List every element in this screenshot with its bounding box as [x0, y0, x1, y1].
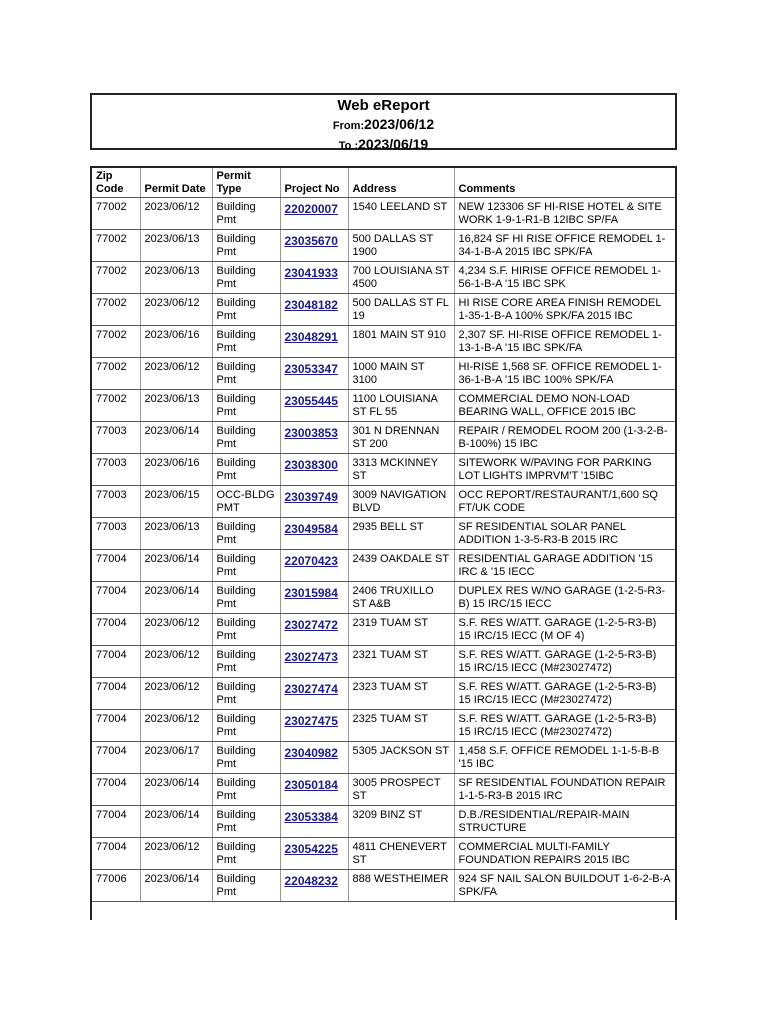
project-link[interactable]: 23049584 [284, 522, 338, 536]
table-row [92, 294, 675, 326]
col-header-address: Address [348, 168, 454, 198]
project-no-cell [280, 710, 348, 742]
permit-date-cell: 2023/06/16 [140, 454, 212, 486]
table-row [92, 710, 675, 742]
permit-type-cell: Building Pmt [212, 358, 280, 390]
permit-type-cell: Building Pmt [212, 518, 280, 550]
comments-cell: OCC REPORT/RESTAURANT/1,600 SQ FT/UK CODE [454, 486, 675, 518]
project-link[interactable]: 23054225 [284, 842, 338, 856]
zip-code-cell: 77003 [92, 454, 140, 486]
zip-code-cell: 77004 [92, 742, 140, 774]
comments-cell: S.F. RES W/ATT. GARAGE (1-2-5-R3-B) 15 IRC/15 IECC (M#23027472) [454, 646, 675, 678]
project-link[interactable]: 23053347 [284, 362, 338, 376]
from-line [92, 115, 675, 135]
project-no-cell [280, 518, 348, 550]
permit-table [92, 168, 675, 902]
report-header [90, 93, 677, 150]
comments-cell: SF RESIDENTIAL SOLAR PANEL ADDITION 1-3-5-R3-B 2015 IRC [454, 518, 675, 550]
permit-type-cell: Building Pmt [212, 838, 280, 870]
comments-cell: HI RISE CORE AREA FINISH REMODEL 1-35-1-B-A 100% SPK/FA 2015 IBC [454, 294, 675, 326]
table-row [92, 582, 675, 614]
zip-code-cell: 77006 [92, 870, 140, 902]
address-cell: 3009 NAVIGATION BLVD [348, 486, 454, 518]
zip-code-cell: 77004 [92, 582, 140, 614]
permit-date-cell: 2023/06/14 [140, 870, 212, 902]
address-cell: 1100 LOUISIANA ST FL 55 [348, 390, 454, 422]
zip-code-cell: 77002 [92, 294, 140, 326]
to-label: To : [338, 140, 359, 152]
permit-date-cell: 2023/06/14 [140, 806, 212, 838]
address-cell: 3209 BINZ ST [348, 806, 454, 838]
permit-type-cell: Building Pmt [212, 454, 280, 486]
permit-type-cell: Building Pmt [212, 806, 280, 838]
project-no-cell [280, 742, 348, 774]
project-link[interactable]: 23038300 [284, 458, 338, 472]
zip-code-cell: 77002 [92, 358, 140, 390]
table-row [92, 550, 675, 582]
address-cell: 2319 TUAM ST [348, 614, 454, 646]
permit-date-cell: 2023/06/12 [140, 198, 212, 230]
comments-cell: S.F. RES W/ATT. GARAGE (1-2-5-R3-B) 15 IRC/15 IECC (M#23027472) [454, 710, 675, 742]
zip-code-cell: 77004 [92, 678, 140, 710]
permit-date-cell: 2023/06/13 [140, 390, 212, 422]
table-header-row [92, 168, 675, 198]
permit-type-cell: OCC-BLDG PMT [212, 486, 280, 518]
table-row [92, 870, 675, 902]
permit-date-cell: 2023/06/16 [140, 326, 212, 358]
permit-type-cell: Building Pmt [212, 646, 280, 678]
permit-type-cell: Building Pmt [212, 326, 280, 358]
comments-cell: 4,234 S.F. HIRISE OFFICE REMODEL 1-56-1-B-A '15 IBC SPK [454, 262, 675, 294]
to-date: 2023/06/19 [358, 136, 429, 152]
permit-date-cell: 2023/06/12 [140, 614, 212, 646]
address-cell: 301 N DRENNAN ST 200 [348, 422, 454, 454]
comments-cell: RESIDENTIAL GARAGE ADDITION '15 IRC & '15 IECC [454, 550, 675, 582]
address-cell: 5305 JACKSON ST [348, 742, 454, 774]
zip-code-cell: 77002 [92, 198, 140, 230]
permit-type-cell: Building Pmt [212, 774, 280, 806]
permit-type-cell: Building Pmt [212, 262, 280, 294]
project-no-cell [280, 486, 348, 518]
permit-date-cell: 2023/06/13 [140, 230, 212, 262]
comments-cell: COMMERCIAL MULTI-FAMILY FOUNDATION REPAIRS 2015 IBC [454, 838, 675, 870]
table-body [92, 198, 675, 902]
project-no-cell [280, 614, 348, 646]
comments-cell: 2,307 SF. HI-RISE OFFICE REMODEL 1-13-1-B-A '15 IBC SPK/FA [454, 326, 675, 358]
comments-cell: SF RESIDENTIAL FOUNDATION REPAIR 1-1-5-R3-B 2015 IRC [454, 774, 675, 806]
table-row [92, 390, 675, 422]
comments-cell: REPAIR / REMODEL ROOM 200 (1-3-2-B-B-100%) 15 IBC [454, 422, 675, 454]
col-header-zip: Zip Code [92, 168, 140, 198]
permit-date-cell: 2023/06/12 [140, 838, 212, 870]
project-link[interactable]: 22070423 [284, 554, 338, 568]
permit-type-cell: Building Pmt [212, 294, 280, 326]
comments-cell: S.F. RES W/ATT. GARAGE (1-2-5-R3-B) 15 IRC/15 IECC (M#23027472) [454, 678, 675, 710]
col-header-comments: Comments [454, 168, 675, 198]
col-header-date: Permit Date [140, 168, 212, 198]
project-link[interactable]: 23040982 [284, 746, 338, 760]
zip-code-cell: 77004 [92, 774, 140, 806]
project-no-cell [280, 454, 348, 486]
project-no-cell [280, 422, 348, 454]
permit-date-cell: 2023/06/12 [140, 646, 212, 678]
zip-code-cell: 77004 [92, 646, 140, 678]
permit-date-cell: 2023/06/12 [140, 710, 212, 742]
zip-code-cell: 77002 [92, 230, 140, 262]
permit-type-cell: Building Pmt [212, 422, 280, 454]
permit-type-cell: Building Pmt [212, 614, 280, 646]
project-no-cell [280, 294, 348, 326]
address-cell: 888 WESTHEIMER [348, 870, 454, 902]
table-row [92, 262, 675, 294]
permit-table-wrap [90, 166, 677, 920]
project-no-cell [280, 582, 348, 614]
address-cell: 500 DALLAS ST FL 19 [348, 294, 454, 326]
table-row [92, 678, 675, 710]
address-cell: 4811 CHENEVERT ST [348, 838, 454, 870]
project-no-cell [280, 870, 348, 902]
comments-cell: S.F. RES W/ATT. GARAGE (1-2-5-R3-B) 15 IRC/15 IECC (M OF 4) [454, 614, 675, 646]
from-label: From: [332, 120, 365, 132]
permit-type-cell: Building Pmt [212, 550, 280, 582]
table-row [92, 454, 675, 486]
permit-date-cell: 2023/06/14 [140, 550, 212, 582]
permit-type-cell: Building Pmt [212, 678, 280, 710]
permit-type-cell: Building Pmt [212, 198, 280, 230]
permit-type-cell: Building Pmt [212, 230, 280, 262]
zip-code-cell: 77002 [92, 390, 140, 422]
table-row [92, 806, 675, 838]
project-no-cell [280, 838, 348, 870]
zip-code-cell: 77004 [92, 710, 140, 742]
comments-cell: D.B./RESIDENTIAL/REPAIR-MAIN STRUCTURE [454, 806, 675, 838]
permit-type-cell: Building Pmt [212, 390, 280, 422]
table-row [92, 486, 675, 518]
project-no-cell [280, 678, 348, 710]
project-link[interactable]: 22048232 [284, 874, 338, 888]
zip-code-cell: 77003 [92, 486, 140, 518]
col-header-project: Project No [280, 168, 348, 198]
permit-date-cell: 2023/06/13 [140, 518, 212, 550]
report-title: Web eReport [337, 97, 430, 114]
project-link[interactable]: 23035670 [284, 234, 338, 248]
project-link[interactable]: 23039749 [284, 490, 338, 504]
project-link[interactable]: 23003853 [284, 426, 338, 440]
permit-date-cell: 2023/06/15 [140, 486, 212, 518]
permit-date-cell: 2023/06/14 [140, 774, 212, 806]
permit-date-cell: 2023/06/12 [140, 294, 212, 326]
project-no-cell [280, 646, 348, 678]
project-link[interactable]: 22020007 [284, 202, 338, 216]
project-link[interactable]: 23027473 [284, 650, 338, 664]
col-header-type: Permit Type [212, 168, 280, 198]
table-row [92, 614, 675, 646]
project-link[interactable]: 23027472 [284, 618, 338, 632]
project-no-cell [280, 550, 348, 582]
permit-type-cell: Building Pmt [212, 742, 280, 774]
comments-cell: 1,458 S.F. OFFICE REMODEL 1-1-5-B-B '15 IBC [454, 742, 675, 774]
to-line [92, 135, 675, 155]
zip-code-cell: 77004 [92, 550, 140, 582]
permit-type-cell: Building Pmt [212, 710, 280, 742]
address-cell: 700 LOUISIANA ST 4500 [348, 262, 454, 294]
zip-code-cell: 77004 [92, 838, 140, 870]
zip-code-cell: 77003 [92, 518, 140, 550]
comments-cell: DUPLEX RES W/NO GARAGE (1-2-5-R3-B) 15 IRC/15 IECC [454, 582, 675, 614]
address-cell: 3313 MCKINNEY ST [348, 454, 454, 486]
project-no-cell [280, 390, 348, 422]
zip-code-cell: 77004 [92, 614, 140, 646]
table-row [92, 230, 675, 262]
comments-cell: SITEWORK W/PAVING FOR PARKING LOT LIGHTS IMPRVM'T '15IBC [454, 454, 675, 486]
address-cell: 500 DALLAS ST 1900 [348, 230, 454, 262]
table-row [92, 358, 675, 390]
comments-cell: 924 SF NAIL SALON BUILDOUT 1-6-2-B-A SPK/FA [454, 870, 675, 902]
address-cell: 2325 TUAM ST [348, 710, 454, 742]
zip-code-cell: 77002 [92, 262, 140, 294]
address-cell: 2406 TRUXILLO ST A&B [348, 582, 454, 614]
project-no-cell [280, 358, 348, 390]
project-link[interactable]: 23027475 [284, 714, 338, 728]
permit-type-cell: Building Pmt [212, 582, 280, 614]
address-cell: 2935 BELL ST [348, 518, 454, 550]
address-cell: 2323 TUAM ST [348, 678, 454, 710]
project-link[interactable]: 23048182 [284, 298, 338, 312]
project-link[interactable]: 23055445 [284, 394, 338, 408]
address-cell: 2439 OAKDALE ST [348, 550, 454, 582]
table-row [92, 518, 675, 550]
project-no-cell [280, 230, 348, 262]
address-cell: 2321 TUAM ST [348, 646, 454, 678]
table-row [92, 422, 675, 454]
comments-cell: 16,824 SF HI RISE OFFICE REMODEL 1-34-1-B-A 2015 IBC SPK/FA [454, 230, 675, 262]
project-no-cell [280, 326, 348, 358]
project-no-cell [280, 806, 348, 838]
project-no-cell [280, 198, 348, 230]
address-cell: 1540 LEELAND ST [348, 198, 454, 230]
address-cell: 1000 MAIN ST 3100 [348, 358, 454, 390]
permit-date-cell: 2023/06/13 [140, 262, 212, 294]
address-cell: 1801 MAIN ST 910 [348, 326, 454, 358]
address-cell: 3005 PROSPECT ST [348, 774, 454, 806]
zip-code-cell: 77004 [92, 806, 140, 838]
table-row [92, 838, 675, 870]
table-row [92, 198, 675, 230]
project-no-cell [280, 262, 348, 294]
zip-code-cell: 77002 [92, 326, 140, 358]
zip-code-cell: 77003 [92, 422, 140, 454]
permit-date-cell: 2023/06/12 [140, 678, 212, 710]
permit-type-cell: Building Pmt [212, 870, 280, 902]
permit-date-cell: 2023/06/12 [140, 358, 212, 390]
table-row [92, 742, 675, 774]
comments-cell: HI-RISE 1,568 SF. OFFICE REMODEL 1-36-1-B-A '15 IBC 100% SPK/FA [454, 358, 675, 390]
table-row [92, 774, 675, 806]
comments-cell: NEW 123306 SF HI-RISE HOTEL & SITE WORK 1-9-1-R1-B 12IBC SP/FA [454, 198, 675, 230]
table-row [92, 646, 675, 678]
permit-date-cell: 2023/06/14 [140, 422, 212, 454]
project-no-cell [280, 774, 348, 806]
table-row [92, 326, 675, 358]
project-link[interactable]: 23027474 [284, 682, 338, 696]
permit-date-cell: 2023/06/14 [140, 582, 212, 614]
from-date: 2023/06/12 [364, 116, 435, 132]
project-link[interactable]: 23048291 [284, 330, 338, 344]
project-link[interactable]: 23041933 [284, 266, 338, 280]
project-link[interactable]: 23053384 [284, 810, 338, 824]
comments-cell: COMMERCIAL DEMO NON-LOAD BEARING WALL, OFFICE 2015 IBC [454, 390, 675, 422]
permit-date-cell: 2023/06/17 [140, 742, 212, 774]
project-link[interactable]: 23050184 [284, 778, 338, 792]
project-link[interactable]: 23015984 [284, 586, 338, 600]
